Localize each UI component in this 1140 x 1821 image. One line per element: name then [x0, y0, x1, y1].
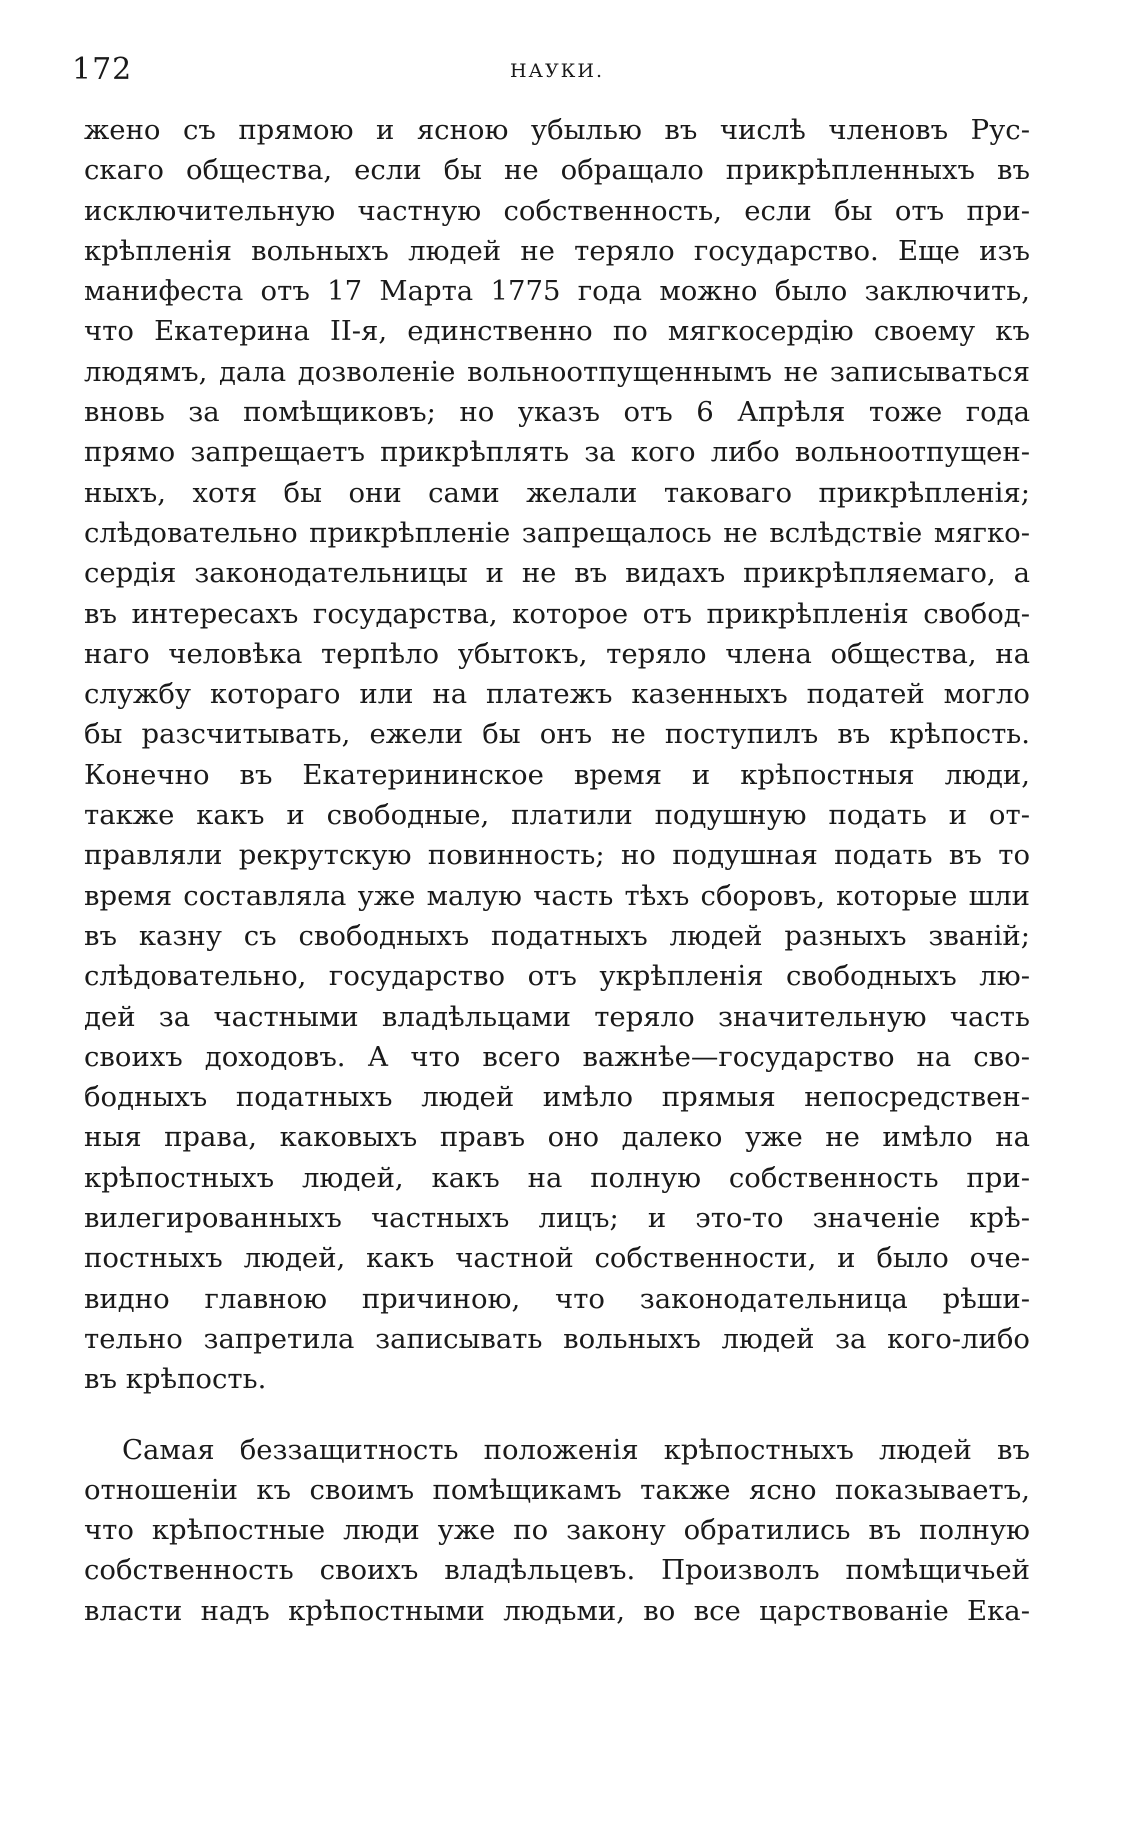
text-line: жено съ прямою и ясною убылью въ числѣ членовъ Рус-	[84, 114, 1030, 146]
page-number: 172	[72, 52, 133, 87]
text-line: людямъ, дала дозволеніе вольноотпущеннымъ не записываться	[84, 355, 1030, 388]
text-line: въ интересахъ государства, которое отъ прикрѣпленія свобод-	[84, 597, 1030, 630]
body-text	[84, 110, 1030, 1631]
text-line: ныхъ, хотя бы они сами желали таковаго прикрѣпленія;	[84, 476, 1030, 509]
paragraph-gap	[84, 1400, 1030, 1430]
text-line: постныхъ людей, какъ частной собственности, и было оче-	[84, 1242, 1030, 1275]
text-line: что крѣпостные люди уже по закону обратились въ полную	[84, 1514, 1030, 1547]
text-line: Самая беззащитность положенія крѣпостныхъ людей въ	[122, 1433, 1030, 1466]
text-line: прямо запрещаетъ прикрѣплять за кого либо вольноотпущен-	[84, 436, 1030, 469]
text-line: слѣдовательно, государство отъ укрѣпленія свободныхъ лю-	[84, 960, 1030, 993]
text-line: въ крѣпость.	[84, 1363, 267, 1396]
text-line: также какъ и свободные, платили подушную подать и от-	[84, 799, 1030, 832]
text-line: вилегированныхъ частныхъ лицъ; и это-то значеніе крѣ-	[84, 1202, 1030, 1235]
text-line: тельно запретила записывать вольныхъ людей за кого-либо	[84, 1322, 1030, 1355]
text-line: время составляла уже малую часть тѣхъ сборовъ, которые шли	[84, 879, 1030, 912]
text-line: собственность своихъ владѣльцевъ. Произволъ помѣщичьей	[84, 1554, 1030, 1587]
page-header	[72, 52, 1042, 92]
text-line: исключительную частную собственность, если бы отъ при-	[84, 194, 1030, 227]
text-line: бы разсчитывать, ежели бы онъ не поступилъ въ крѣпость.	[84, 718, 1030, 751]
text-line: слѣдовательно прикрѣпленіе запрещалось не вслѣдствіе мягко-	[84, 516, 1030, 549]
text-line: отношеніи къ своимъ помѣщикамъ также ясно показываетъ,	[84, 1473, 1030, 1506]
text-line: крѣпленія вольныхъ людей не теряло государство. Еще изъ	[84, 234, 1030, 267]
text-line: крѣпостныхъ людей, какъ на полную собственность при-	[84, 1161, 1030, 1194]
text-line: бодныхъ податныхъ людей имѣло прямыя непосредствен-	[84, 1081, 1030, 1114]
paragraph	[84, 1430, 1030, 1631]
text-line: въ казну съ свободныхъ податныхъ людей разныхъ званій;	[84, 919, 1030, 952]
text-line: сердія законодательницы и не въ видахъ прикрѣпляемаго, а	[84, 557, 1030, 590]
text-line: Конечно въ Екатерининское время и крѣпостныя люди,	[84, 758, 1030, 791]
text-line: манифеста отъ 17 Марта 1775 года можно было заключить,	[84, 275, 1030, 308]
text-line: скаго общества, если бы не обращало прикрѣпленныхъ въ	[84, 154, 1030, 187]
paragraph	[84, 110, 1030, 1400]
text-line: что Екатерина II-я, единственно по мягкосердію своему къ	[84, 315, 1030, 348]
text-line: дей за частными владѣльцами теряло значительную часть	[84, 1000, 1030, 1033]
text-line: службу котораго или на платежъ казенныхъ податей могло	[84, 678, 1030, 711]
text-line: ныя права, каковыхъ правъ оно далеко уже не имѣло на	[84, 1121, 1030, 1154]
running-head: НАУКИ.	[509, 60, 604, 82]
text-line: вновь за помѣщиковъ; но указъ отъ 6 Апрѣля тоже года	[84, 396, 1030, 429]
text-line: наго человѣка терпѣло убытокъ, теряло члена общества, на	[84, 637, 1030, 670]
text-line: правляли рекрутскую повинность; но подушная подать въ то	[84, 839, 1030, 872]
text-line: своихъ доходовъ. А что всего важнѣе—государство на сво-	[84, 1040, 1030, 1073]
text-line: власти надъ крѣпостными людьми, во все царствованіе Ека-	[84, 1594, 1030, 1627]
text-line: видно главною причиною, что законодательница рѣши-	[84, 1282, 1030, 1315]
